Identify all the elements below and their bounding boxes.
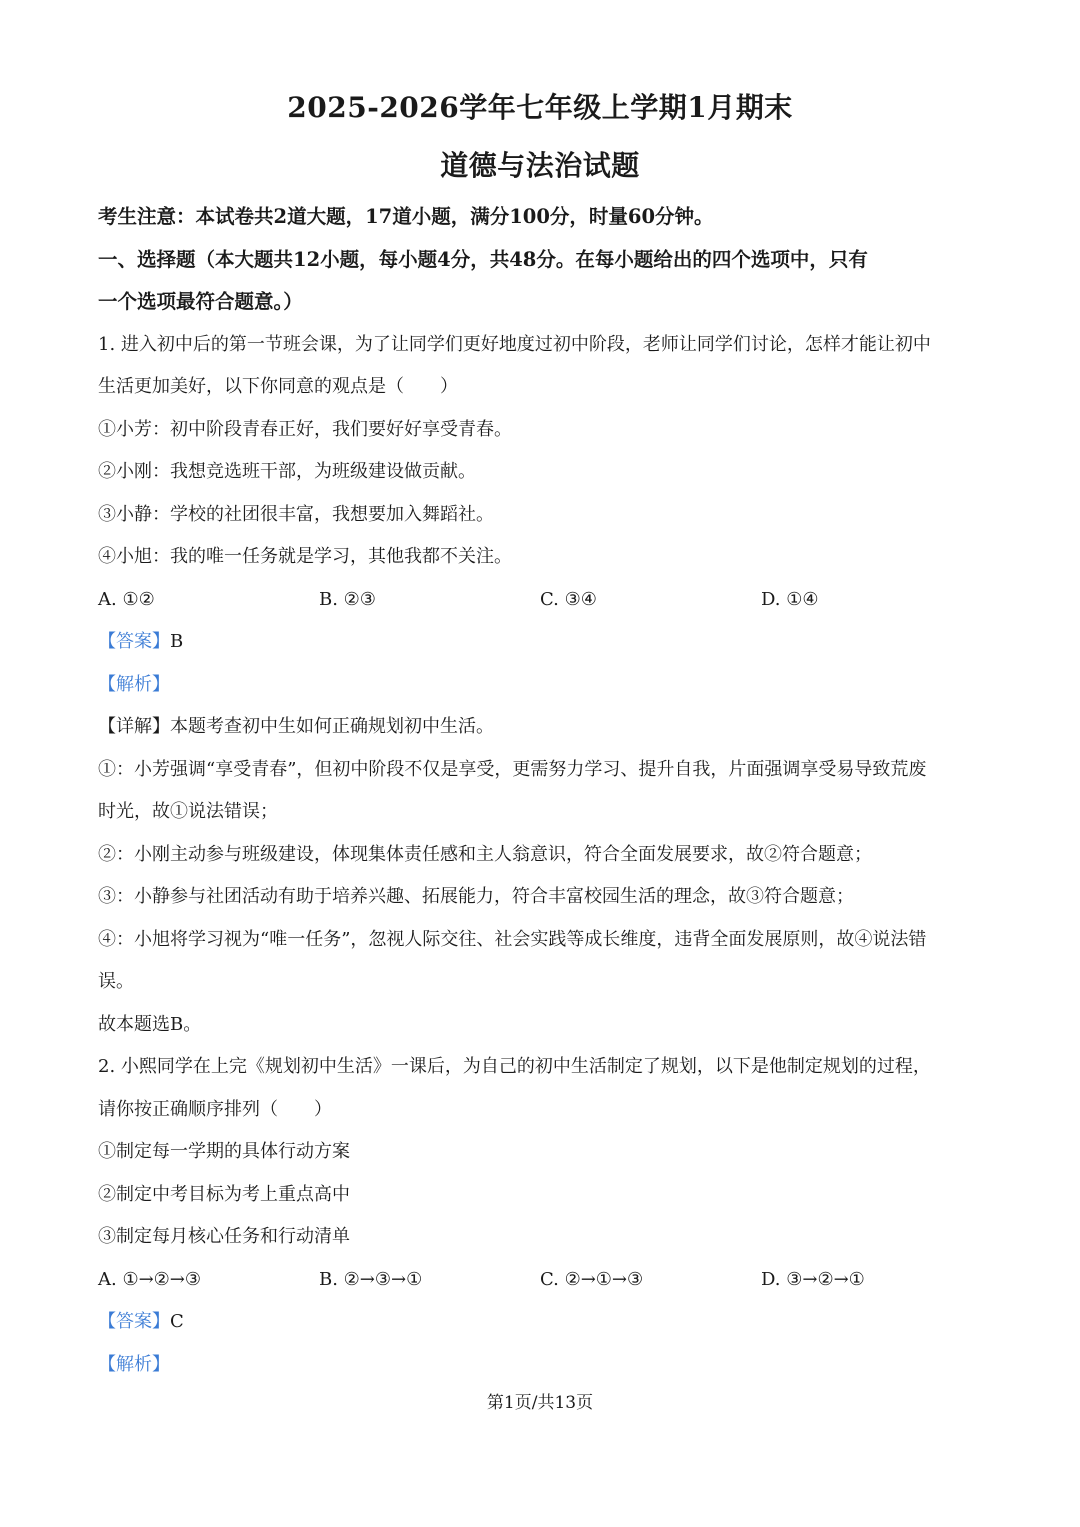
q2-option-c: C. ②→①→③ (540, 1268, 644, 1290)
q2-analysis (98, 1344, 982, 1387)
exam-title: 2025-2026学年七年级上学期1月期末 (287, 91, 793, 124)
q1-option-c: C. ③④ (540, 588, 597, 610)
section-heading-line2: 一个选项最符合题意。） (98, 290, 303, 313)
q1-detail (98, 706, 982, 749)
exam-page (98, 88, 982, 1386)
q2-analysis-tag: 【解析】 (98, 1353, 170, 1375)
q2-item-3: ③制定每月核心任务和行动清单 (98, 1226, 350, 1247)
q1-answer-value: B (170, 631, 184, 652)
q1-stem-line1: 1. 进入初中后的第一节班会课，为了让同学们更好地度过初中阶段，老师让同学们讨论，怎样才能让初中 (98, 333, 931, 355)
q2-stem-line1: 2. 小熙同学在上完《规划初中生活》一课后，为自己的初中生活制定了规划，以下是他制定规划的过程， (98, 1056, 931, 1077)
q2-item-1: ①制定每一学期的具体行动方案 (98, 1141, 350, 1162)
q2-answer-value: C (170, 1311, 184, 1332)
question-1 (98, 324, 982, 1047)
q1-explain-line2: 时光，故①说法错误； (98, 801, 278, 822)
q2-option-d: D. ③→②→① (761, 1268, 865, 1290)
q1-analysis (98, 664, 982, 707)
q2-item-2: ②制定中考目标为考上重点高中 (98, 1183, 350, 1205)
q1-explain-line6: 误。 (98, 971, 134, 992)
q1-analysis-tag: 【解析】 (98, 673, 170, 695)
q1-item-2: ②小刚：我想竞选班干部，为班级建设做贡献。 (98, 461, 476, 482)
q2-option-a: A. ①→②→③ (98, 1268, 202, 1290)
exam-subtitle: 道德与法治试题 (440, 149, 640, 182)
q1-item-1: ①小芳：初中阶段青春正好，我们要好好享受青春。 (98, 418, 512, 440)
q1-stem-line2: 生活更加美好，以下你同意的观点是（ ） (98, 376, 458, 397)
q2-answer (98, 1301, 982, 1344)
q1-option-d: D. ①④ (761, 588, 819, 610)
q1-option-a: A. ①② (98, 588, 155, 610)
q1-explain-line4: ③：小静参与社团活动有助于培养兴趣、拓展能力，符合丰富校园生活的理念，故③符合题意； (98, 886, 854, 907)
q1-detail-text: 本题考查初中生如何正确规划初中生活。 (170, 716, 494, 737)
section-heading-line1: 一、选择题（本大题共12小题，每小题4分，共48分。在每小题给出的四个选项中，只有 (98, 247, 868, 271)
q2-options (98, 1259, 982, 1302)
q1-answer-tag: 【答案】 (98, 631, 170, 652)
q1-item-4: ④小旭：我的唯一任务就是学习，其他我都不关注。 (98, 546, 512, 567)
question-2 (98, 1046, 982, 1386)
q1-detail-tag: 【详解】 (98, 716, 170, 737)
q1-explain-line5: ④：小旭将学习视为“唯一任务”，忽视人际交往、社会实践等成长维度，违背全面发展原则，故④说法错 (98, 928, 927, 950)
q2-stem-line2: 请你按正确顺序排列（ ） (98, 1098, 332, 1120)
q1-item-3: ③小静：学校的社团很丰富，我想要加入舞蹈社。 (98, 503, 494, 525)
q1-explain-line1: ①：小芳强调“享受青春”，但初中阶段不仅是享受，更需努力学习、提升自我，片面强调享受易导致荒废 (98, 758, 927, 780)
q1-options (98, 579, 982, 622)
q1-answer (98, 621, 982, 664)
q2-answer-tag: 【答案】 (98, 1311, 170, 1332)
page-footer: 第1页/共13页 (486, 1393, 594, 1413)
q1-explain-line3: ②：小刚主动参与班级建设，体现集体责任感和主人翁意识，符合全面发展要求，故②符合题意； (98, 843, 872, 865)
q1-conclusion: 故本题选B。 (98, 1013, 202, 1035)
exam-notice: 考生注意：本试卷共2道大题，17道小题，满分100分，时量60分钟。 (98, 205, 714, 228)
q2-option-b: B. ②→③→① (319, 1268, 423, 1290)
q1-option-b: B. ②③ (319, 588, 376, 610)
